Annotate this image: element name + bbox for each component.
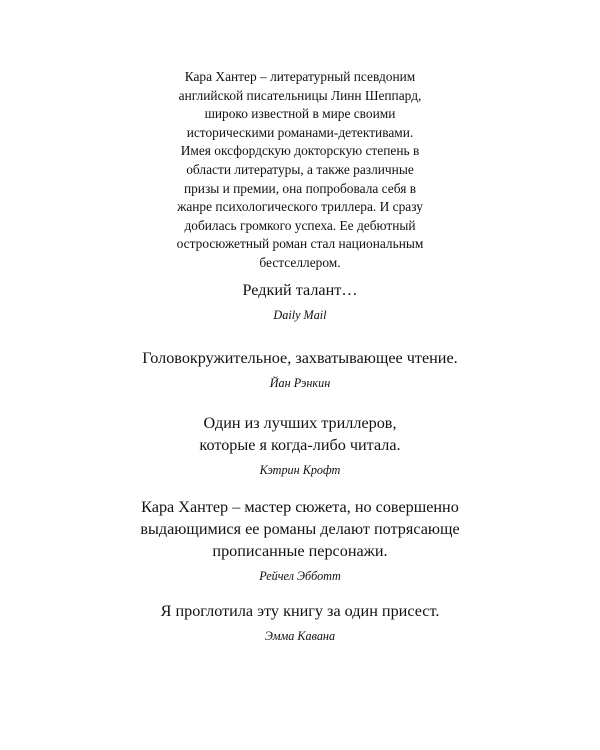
quote-text [60, 412, 540, 456]
quote-text [60, 279, 540, 301]
review-quote [60, 600, 540, 644]
bio-line: области литературы, а также различные [186, 161, 414, 177]
bio-line: остросюжетный роман стал национальным [176, 236, 424, 252]
review-quote [60, 412, 540, 478]
quote-line: выдающимися ее романы делают потрясающе [140, 520, 460, 538]
quote-line: Головокружительное, захватывающее чтение. [142, 349, 458, 367]
quote-author: Daily Mail [273, 308, 327, 322]
quote-line: которые я когда-либо читала. [199, 436, 401, 454]
quote-author: Эмма Кавана [264, 629, 336, 643]
bio-line: добилась громкого успеха. Ее дебютный [184, 217, 416, 233]
review-quote [60, 347, 540, 391]
quote-author: Йан Рэнкин [269, 376, 331, 390]
bio-line: Кара Хантер – литературный псевдоним [184, 69, 416, 84]
bio-line: жанре психологического триллера. И сразу [177, 199, 423, 215]
quote-text [60, 496, 540, 562]
review-quote [60, 496, 540, 584]
quote-text [60, 347, 540, 369]
bio-line: бестселлером. [259, 254, 341, 270]
quote-line: Один из лучших триллеров, [203, 414, 397, 432]
quote-author: Кэтрин Крофт [259, 463, 341, 477]
bio-line: историческими романами-детективами. [186, 124, 414, 140]
bio-line: широко известной в мире своими [204, 106, 396, 122]
quote-author: Рейчел Эбботт [259, 569, 341, 583]
quote-line: прописанные персонажи. [212, 542, 388, 560]
quote-line: Я проглотила эту книгу за один присест. [160, 602, 440, 620]
bio-line: Имея оксфордскую докторскую степень в [180, 143, 420, 159]
bio-line: призы и премии, она попробовала себя в [183, 180, 417, 196]
quote-line: Редкий талант… [242, 281, 358, 299]
author-bio [140, 68, 460, 273]
review-quote [60, 279, 540, 323]
quote-line: Кара Хантер – мастер сюжета, но совершенно [141, 498, 459, 516]
bio-line: английской писательницы Линн Шеппард, [178, 87, 422, 103]
quote-text [60, 600, 540, 622]
